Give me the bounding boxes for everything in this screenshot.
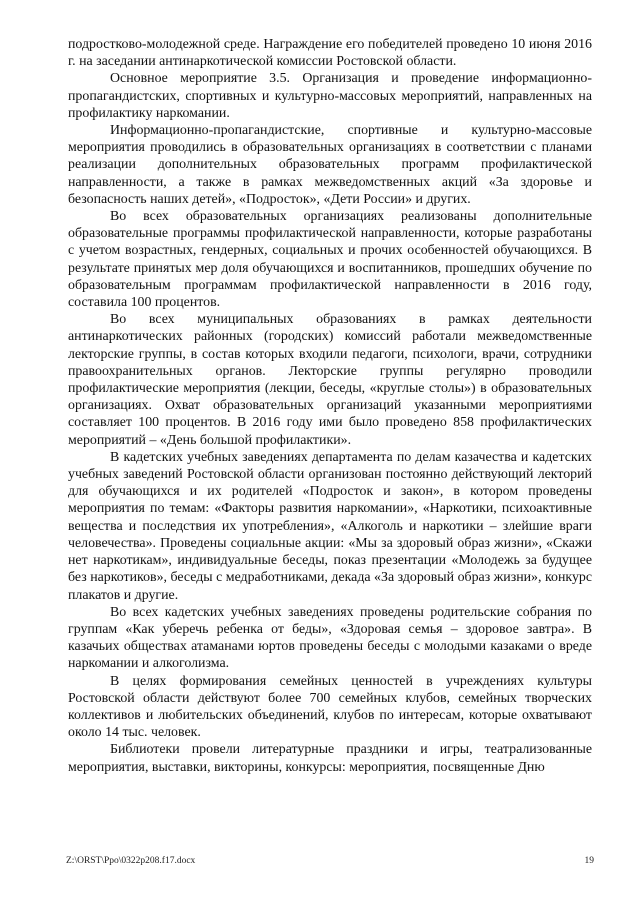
paragraph-continuation: подростково-молодежной среде. Награждение его победителей проведено 10 июня 2016 г. на заседании антинаркотической комиссии Ростовской области. (68, 37, 592, 70)
paragraph-programs: Во всех образовательных организациях реализованы дополнительные образовательные программы профилактической направленности, которые разработаны с учетом возрастных, гендерных, социальных и прочих особенностей обучающихся. В результате принятых мер доля обучающихся и воспитанников, прошедших обучение по образовательным программам профилактической направленности в 2016 году, составила 100 процентов. (68, 209, 592, 311)
paragraph-info-events: Информационно-пропагандистские, спортивные и культурно-массовые мероприятия проводились в образовательных организациях в соответствии с планами реализации дополнительных образовательных программ профилактической направленности, а также в рамках межведомственных акций «За здоровье и безопасность наших детей», «Подросток», «Дети России» и других. (68, 123, 592, 207)
paragraph-parent-meetings: Во всех кадетских учебных заведениях проведены родительские собрания по группам «Как уберечь ребенка от беды», «Здоровая семья – здоровое завтра». В казачьих обществах атаманами юртов проведены беседы с молодыми казаками о вреде наркомании и алкоголизма. (68, 604, 592, 672)
paragraph-main-activity-heading: Основное мероприятие 3.5. Организация и проведение информационно-пропагандистских, спортивных и культурно-массовых мероприятий, направленных на профилактику наркомании. (68, 71, 592, 121)
paragraph-lecture-groups: Во всех муниципальных образованиях в рамках деятельности антинаркотических районных (городских) комиссий работали межведомственные лекторские группы, в состав которых входили педагоги, психологи, врачи, сотрудники правоохранительных органов. Лекторские группы регулярно проводили профилактические мероприятия (лекции, беседы, «круглые столы») в образовательных организациях. Охват образовательных организаций указанными мероприятиями составляет 100 процентов. В 2016 году ими было проведено 858 профилактических мероприятий – «День большой профилактики». (68, 312, 592, 448)
paragraph-family-clubs: В целях формирования семейных ценностей в учреждениях культуры Ростовской области действуют более 700 семейных клубов, семейных творческих коллективов и любительских объединений, клубов по интересам, которые охватывают около 14 тыс. человек. (68, 673, 592, 741)
file-path: Z:\ORST\Ppo\0322p208.f17.docx (66, 856, 196, 866)
paragraph-cadet-schools: В кадетских учебных заведениях департамента по делам казачества и кадетских учебных заведений Ростовской области организован постоянно действующий лекторий для обучающихся и их родителей «Подросток и закон», в котором проведены мероприятия по темам: «Факторы развития наркомании», «Наркотики, психоактивные вещества и последствия их употребления», «Алкоголь и наркотики – злейшие враги человечества». Проведены социальные акции: «Мы за здоровый образ жизни», «Скажи нет наркотикам», индивидуальные беседы, показ презентации «Молодежь за будущее без наркотиков», беседы с медработниками, декада «За здоровый образ жизни», конкурс плакатов и другие. (68, 449, 592, 603)
paragraph-libraries: Библиотеки провели литературные праздники и игры, театрализованные мероприятия, выставки, викторины, конкурсы: мероприятия, посвященные Дню (68, 742, 592, 775)
document-body (68, 36, 592, 776)
page-number: 19 (584, 856, 594, 866)
